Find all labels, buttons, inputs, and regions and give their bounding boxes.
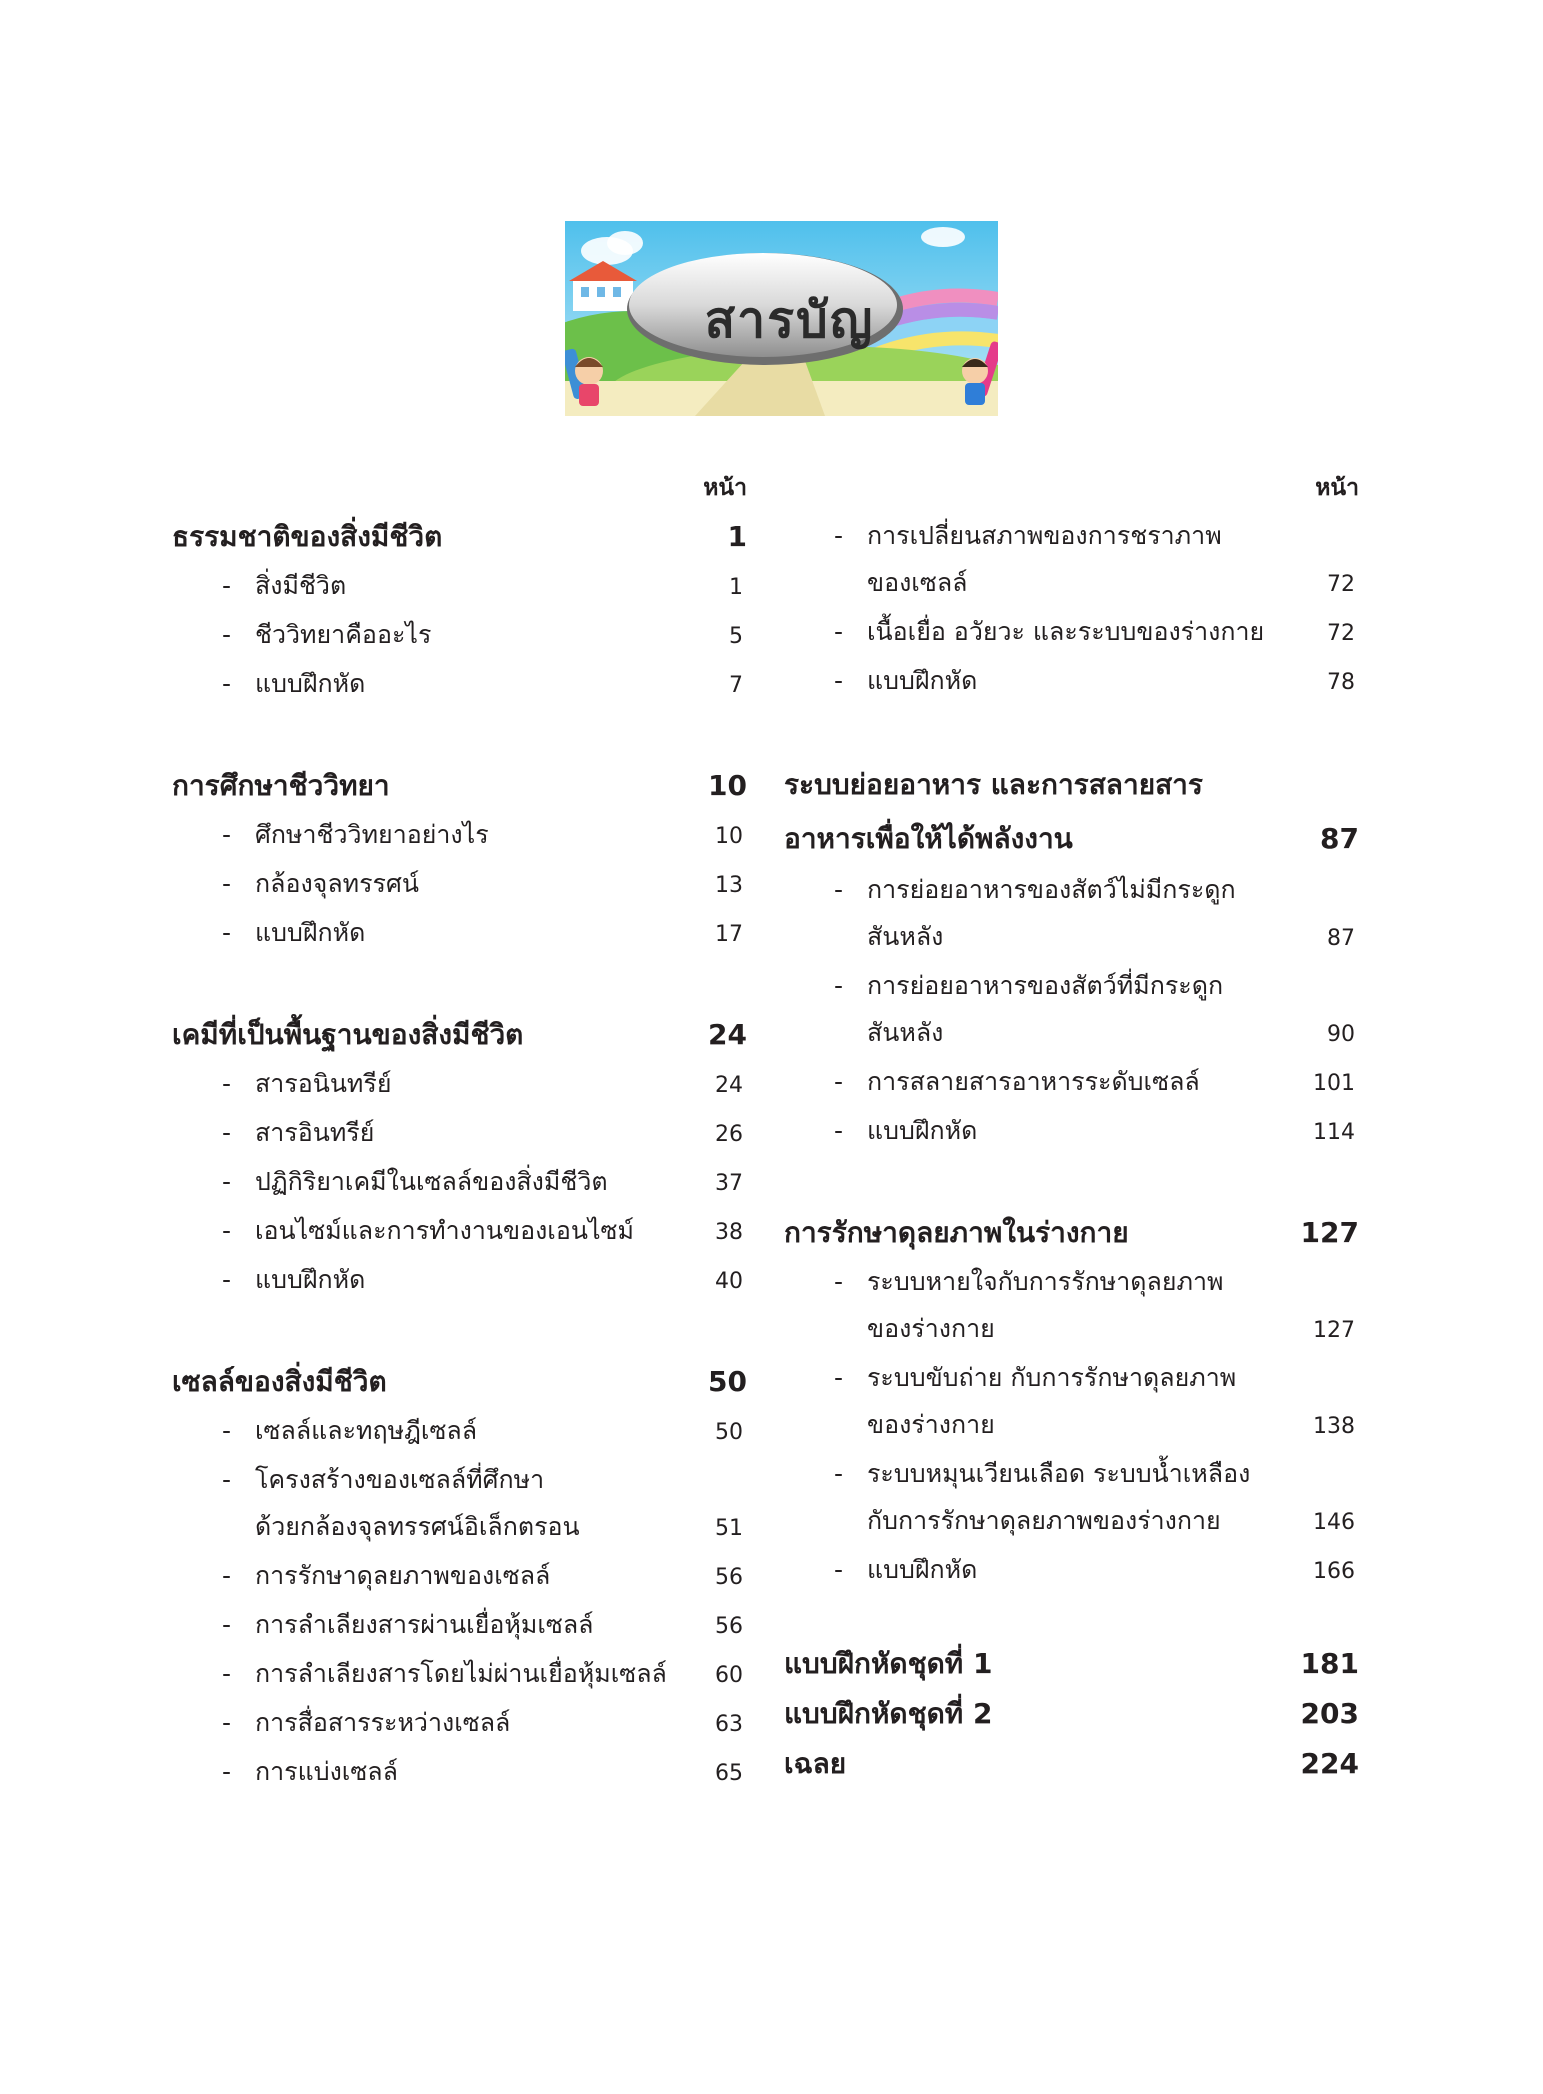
toc-entry[interactable]: - สารอินทรีย์ 26	[222, 1118, 743, 1147]
toc-section-continued	[784, 512, 1359, 706]
toc-section	[784, 1208, 1359, 1595]
toc-entry[interactable]: - โครงสร้างของเซลล์ที่ศึกษา ด้วยกล้องจุลทรรศน์อิเล็กตรอน 51	[222, 1465, 743, 1541]
toc-chapter[interactable]: เซลล์ของสิ่งมีชีวิต 50	[172, 1365, 747, 1398]
toc-section	[172, 1357, 747, 1797]
toc-entry[interactable]: - การรักษาดุลยภาพของเซลล์ 56	[222, 1561, 743, 1590]
toc-entry[interactable]: - แบบฝึกหัด 17	[222, 918, 743, 947]
toc-entry[interactable]: - สารอนินทรีย์ 24	[222, 1069, 743, 1098]
toc-entry[interactable]: - ระบบขับถ่าย กับการรักษาดุลยภาพ ของร่างกาย 138	[834, 1363, 1355, 1439]
title-banner	[565, 221, 998, 416]
toc-entry[interactable]: - การเปลี่ยนสภาพของการชราภาพ ของเซลล์ 72	[834, 521, 1355, 597]
toc-entry[interactable]: - การสื่อสารระหว่างเซลล์ 63	[222, 1708, 743, 1737]
toc-chapter[interactable]: ระบบย่อยอาหาร และการสลายสาร อาหารเพื่อให้ได้พลังงาน 87	[784, 768, 1359, 855]
toc-entry[interactable]: - แบบฝึกหัด 40	[222, 1265, 743, 1294]
toc-chapter[interactable]: แบบฝึกหัดชุดที่ 1 181	[784, 1647, 1359, 1680]
toc-section	[172, 512, 747, 709]
toc-entry[interactable]: - เซลล์และทฤษฎีเซลล์ 50	[222, 1416, 743, 1445]
toc-entry[interactable]: - แบบฝึกหัด 114	[834, 1116, 1355, 1145]
toc-section	[784, 758, 1359, 1156]
toc-chapter[interactable]: การศึกษาชีววิทยา 10	[172, 769, 747, 802]
toc-entry[interactable]: - สิ่งมีชีวิต 1	[222, 571, 743, 600]
toc-chapter[interactable]: ธรรมชาติของสิ่งมีชีวิต 1	[172, 520, 747, 553]
toc-entry[interactable]: - แบบฝึกหัด 78	[834, 666, 1355, 695]
toc-section	[172, 1010, 747, 1305]
toc-column-left	[172, 470, 747, 1797]
toc-entry[interactable]: - การย่อยอาหารของสัตว์ที่มีกระดูก สันหลัง 90	[834, 971, 1355, 1047]
page-column-header: หน้า	[1315, 475, 1359, 501]
toc-chapter[interactable]: แบบฝึกหัดชุดที่ 2 203	[784, 1697, 1359, 1730]
toc-entry[interactable]: - การลำเลียงสารโดยไม่ผ่านเยื่อหุ้มเซลล์ 60	[222, 1659, 743, 1688]
toc-chapter[interactable]: การรักษาดุลยภาพในร่างกาย 127	[784, 1216, 1359, 1249]
toc-chapter[interactable]: เฉลย 224	[784, 1747, 1359, 1780]
toc-entry[interactable]: - กล้องจุลทรรศน์ 13	[222, 869, 743, 898]
page-column-header: หน้า	[703, 475, 747, 501]
page-title: สารบัญ	[704, 291, 875, 349]
toc-entry[interactable]: - ปฏิกิริยาเคมีในเซลล์ของสิ่งมีชีวิต 37	[222, 1167, 743, 1196]
toc-entry[interactable]: - แบบฝึกหัด 7	[222, 669, 743, 698]
toc-entry[interactable]: - แบบฝึกหัด 166	[834, 1555, 1355, 1584]
toc-column-right	[784, 470, 1359, 1789]
toc-entry[interactable]: - การย่อยอาหารของสัตว์ไม่มีกระดูก สันหลัง 87	[834, 875, 1355, 951]
toc-section-tail	[784, 1639, 1359, 1789]
toc-entry[interactable]: - ชีววิทยาคืออะไร 5	[222, 620, 743, 649]
toc-entry[interactable]: - การแบ่งเซลล์ 65	[222, 1757, 743, 1786]
toc-entry[interactable]: - เอนไซม์และการทำงานของเอนไซม์ 38	[222, 1216, 743, 1245]
toc-section	[172, 761, 747, 958]
toc-entry[interactable]: - ระบบหมุนเวียนเลือด ระบบน้ำเหลือง กับการรักษาดุลยภาพของร่างกาย 146	[834, 1459, 1355, 1535]
toc-entry[interactable]: - การสลายสารอาหารระดับเซลล์ 101	[834, 1067, 1355, 1096]
toc-chapter[interactable]: เคมีที่เป็นพื้นฐานของสิ่งมีชีวิต 24	[172, 1018, 747, 1051]
toc-entry[interactable]: - ศึกษาชีววิทยาอย่างไร 10	[222, 820, 743, 849]
toc-entry[interactable]: - การลำเลียงสารผ่านเยื่อหุ้มเซลล์ 56	[222, 1610, 743, 1639]
toc-entry[interactable]: - ระบบหายใจกับการรักษาดุลยภาพ ของร่างกาย 127	[834, 1267, 1355, 1343]
toc-entry[interactable]: - เนื้อเยื่อ อวัยวะ และระบบของร่างกาย 72	[834, 617, 1355, 646]
